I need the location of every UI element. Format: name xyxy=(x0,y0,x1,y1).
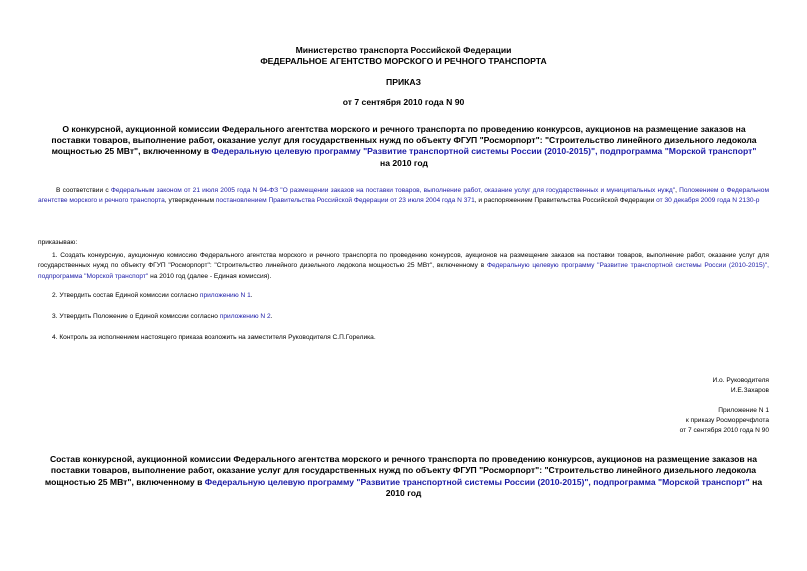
signatory-name: И.Е.Захаров xyxy=(730,387,769,394)
preamble-text-4: , и распоряжением Правительства Российской Федерации xyxy=(474,197,657,205)
appendix-label: Приложение N 1 xyxy=(718,407,769,414)
federal-law-link[interactable]: Федеральным законом от 21 июля 2005 года N 94-ФЗ "О размещении заказов на поставки товаров, выполнение работ, оказание услуг для государственных и муниципальных нужд" xyxy=(110,187,676,194)
commission-composition-title xyxy=(40,454,767,500)
ministry-name: Министерство транспорта Российской Федерации xyxy=(295,45,512,55)
signatory-role: И.о. Руководителя xyxy=(712,377,769,384)
item-3-text: 3. Утвердить Положение о Единой комиссии согласно xyxy=(52,313,220,320)
order-word: приказываю: xyxy=(38,239,78,246)
appendix-date: от 7 сентября 2010 года N 90 xyxy=(679,427,769,434)
item-2-text: 2. Утвердить состав Единой комиссии согласно xyxy=(52,292,200,299)
item-2-end: . xyxy=(250,292,253,299)
composition-text-1: Состав конкурсной, аукционной комиссии Федерального агентства морского и речного транспорта по проведению конкурсов, аукционов на размещение заказов на поставки товаров, выполнение работ, оказание услуг для государственных нужд по объекту ФГУП "Росморпорт": "Строительство линейного дизельного ледокола мощностью 25 МВт", включенному в xyxy=(44,454,758,487)
appendix-order-ref: к приказу Росморречфлота xyxy=(685,417,769,424)
document-date: от 7 сентября 2010 года N 90 xyxy=(342,97,465,107)
composition-text-2: на 2010 год xyxy=(385,476,763,499)
item-1 xyxy=(38,251,769,282)
item-2 xyxy=(52,291,253,301)
item-1-program-link[interactable]: Федеральную целевую программу "Развитие транспортной системы России (2010-2015)", подпрограмма "Морской транспорт" xyxy=(38,262,769,280)
appendix-2-link[interactable]: приложению N 2 xyxy=(219,313,271,320)
title-text-1: О конкурсной, аукционной комиссии Федерального агентства морского и речного транспорта по проведению конкурсов, аукционов на размещение заказов на поставки товаров, выполнение работ, оказание услуг для государственных нужд по объекту ФГУП "Росморпорт": "Строительство линейного дизельного ледокола мощностью 25 МВт", включенному в xyxy=(51,124,757,157)
agency-name: ФЕДЕРАЛЬНОЕ АГЕНТСТВО МОРСКОГО И РЕЧНОГО ТРАНСПОРТА xyxy=(260,56,547,66)
item-1-text-2: на 2010 год (далее - Единая комиссия). xyxy=(148,272,272,280)
preamble-text-1: В соответствии с xyxy=(56,187,111,194)
government-order-link[interactable]: от 30 декабря 2009 года N 2130-р xyxy=(656,197,760,205)
preamble-text-3: , утвержденным xyxy=(164,197,216,205)
composition-program-link[interactable]: Федеральную целевую программу "Развитие транспортной системы России (2010-2015)", подпрограмма "Морской транспорт" xyxy=(204,476,750,487)
item-4: 4. Контроль за исполнением настоящего приказа возложить на заместителя Руководителя С.П.Горелика. xyxy=(52,334,376,341)
document-title xyxy=(48,124,760,169)
document-type: ПРИКАЗ xyxy=(386,77,421,87)
government-resolution-link[interactable]: постановлением Правительства Российской Федерации от 23 июля 2004 года N 371 xyxy=(215,197,475,205)
item-3-end: . xyxy=(270,313,273,320)
title-text-2: на 2010 год xyxy=(380,157,428,168)
item-1-text-1: 1. Создать конкурсную, аукционную комиссию Федерального агентства морского и речного транспорта по проведению конкурсов, аукционов на размещение заказов на поставки товаров, выполнение работ, оказание услуг для государственных нужд по объекту ФГУП "Росморпорт": "Строительство линейного дизельного ледокола мощностью 25 МВт", включенному в xyxy=(38,252,769,270)
title-program-link[interactable]: Федеральную целевую программу "Развитие транспортной системы России (2010-2015)", подпрограмма "Морской транспорт" xyxy=(211,146,757,157)
item-3 xyxy=(52,312,273,322)
appendix-1-link[interactable]: приложению N 1 xyxy=(199,292,251,299)
preamble-paragraph xyxy=(38,186,769,207)
preamble-text-2: , xyxy=(675,187,680,194)
agency-regulation-link[interactable]: Положением о Федеральном агентстве морского и речного транспорта xyxy=(38,187,769,205)
